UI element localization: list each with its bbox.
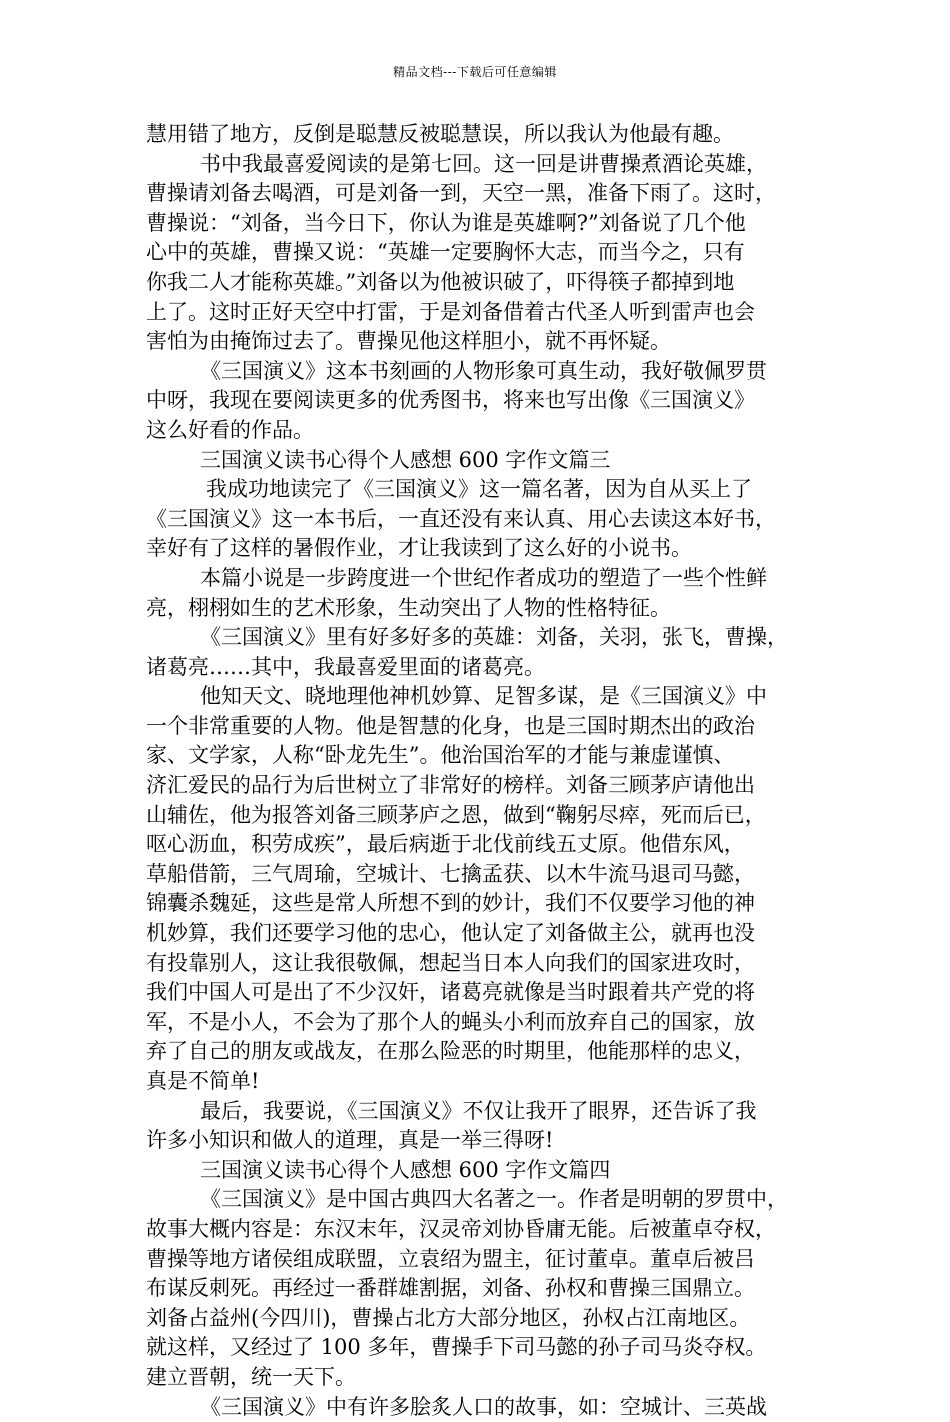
page-header: 精品文档---下载后可任意编辑 xyxy=(393,65,557,79)
text-line: 锦囊杀魏延，这些是常人所想不到的妙计，我们不仅要学习他的神 xyxy=(146,891,755,916)
text-line: 《三国演义》里有好多好多的英雄：刘备，关羽，张飞，曹操， xyxy=(200,625,788,650)
text-line: 布谋反刺死。再经过一番群雄割据，刘备、孙权和曹操三国鼎立。 xyxy=(146,1276,755,1301)
text-line: 诸葛亮……其中，我最喜爱里面的诸葛亮。 xyxy=(146,654,545,679)
text-line: 我成功地读完了《三国演义》这一篇名著，因为自从买上了 xyxy=(206,477,752,502)
text-line: 机妙算，我们还要学习他的忠心，他认定了刘备做主公，就再也没 xyxy=(146,921,755,946)
text-line: 中呀，我现在要阅读更多的优秀图书，将来也写出像《三国演义》 xyxy=(146,388,755,413)
text-line: 幸好有了这样的暑假作业，才让我读到了这么好的小说书。 xyxy=(146,536,692,561)
text-line: 《三国演义》这一本书后，一直还没有来认真、用心去读这本好书， xyxy=(146,506,776,531)
text-line: 许多小知识和做人的道理，真是一举三得呀! xyxy=(146,1128,554,1153)
text-line: 害怕为由掩饰过去了。曹操见他这样胆小，就不再怀疑。 xyxy=(146,329,671,354)
text-line: 《三国演义》这本书刻画的人物形象可真生动，我好敬佩罗贯 xyxy=(200,358,767,383)
text-line: 我们中国人可是出了不少汉奸，诸葛亮就像是当时跟着共产党的将 xyxy=(146,980,755,1005)
section-heading: 三国演义读书心得个人感想 600 字作文篇三 xyxy=(200,447,611,472)
text-line: 你我二人才能称英雄。”刘备以为他被识破了，吓得筷子都掉到地 xyxy=(146,269,735,294)
text-line: 曹操等地方诸侯组成联盟，立袁绍为盟主，征讨董卓。董卓后被吕 xyxy=(146,1246,755,1271)
text-line: 上了。这时正好天空中打雷，于是刘备借着古代圣人听到雷声也会 xyxy=(146,299,755,324)
text-line: 有投靠别人，这让我很敬佩，想起当日本人向我们的国家进攻时， xyxy=(146,950,755,975)
text-line: 弃了自己的朋友或战友，在那么险恶的时期里，他能那样的忠义， xyxy=(146,1039,755,1064)
text-line: 真是不简单! xyxy=(146,1069,260,1093)
text-line: 就这样，又经过了 100 多年，曹操手下司马懿的孙子司马炎夺权。 xyxy=(146,1335,767,1360)
section-heading: 三国演义读书心得个人感想 600 字作文篇四 xyxy=(200,1157,611,1182)
document-body xyxy=(146,120,806,1422)
text-line: 书中我最喜爱阅读的是第七回。这一回是讲曹操煮酒论英雄， xyxy=(200,151,767,176)
text-line: 一个非常重要的人物。他是智慧的化身，也是三国时期杰出的政治 xyxy=(146,713,755,738)
text-line: 呕心沥血，积劳成疾”，最后病逝于北伐前线五丈原。他借东风， xyxy=(146,832,745,857)
text-line: 心中的英雄，曹操又说：“英雄一定要胸怀大志，而当今之，只有 xyxy=(146,240,745,265)
text-line: 最后，我要说，《三国演义》不仅让我开了眼界，还告诉了我 xyxy=(200,1098,757,1123)
text-line: 刘备占益州(今四川)，曹操占北方大部分地区，孙权占江南地区。 xyxy=(146,1305,751,1330)
text-line: 这么好看的作品。 xyxy=(146,417,314,442)
text-line: 建立晋朝，统一天下。 xyxy=(146,1364,356,1389)
text-line: 本篇小说是一步跨度进一个世纪作者成功的塑造了一些个性鲜 xyxy=(200,565,767,590)
text-line: 军，不是小人，不会为了那个人的蝇头小利而放弃自己的国家，放 xyxy=(146,1009,755,1034)
text-line: 曹操说：“刘备，当今日下，你认为谁是英雄啊?”刘备说了几个他 xyxy=(146,210,746,235)
text-line: 山辅佐，他为报答刘备三顾茅庐之恩，做到“鞠躬尽瘁，死而后已， xyxy=(146,802,766,827)
text-line: 《三国演义》中有许多脍炙人口的故事，如：空城计、三英战 xyxy=(200,1394,767,1419)
text-line: 故事大概内容是：东汉末年，汉灵帝刘协昏庸无能。后被董卓夺权， xyxy=(146,1216,776,1241)
text-line: 草船借箭，三气周瑜，空城计、七擒孟获、以木牛流马退司马懿， xyxy=(146,861,755,886)
text-line: 曹操请刘备去喝酒，可是刘备一到，天空一黑，准备下雨了。这时， xyxy=(146,181,776,206)
text-line: 济汇爱民的品行为后世树立了非常好的榜样。刘备三顾茅庐请他出 xyxy=(146,773,755,798)
text-line: 《三国演义》是中国古典四大名著之一。作者是明朝的罗贯中， xyxy=(200,1187,788,1212)
text-line: 慧用错了地方，反倒是聪慧反被聪慧误，所以我认为他最有趣。 xyxy=(146,122,734,146)
text-line: 他知天文、晓地理他神机妙算、足智多谋，是《三国演义》中 xyxy=(200,684,767,709)
text-line: 家、文学家，人称“卧龙先生”。他治国治军的才能与兼虚谨慎、 xyxy=(146,743,735,768)
text-line: 亮，栩栩如生的艺术形象，生动突出了人物的性格特征。 xyxy=(146,595,671,620)
